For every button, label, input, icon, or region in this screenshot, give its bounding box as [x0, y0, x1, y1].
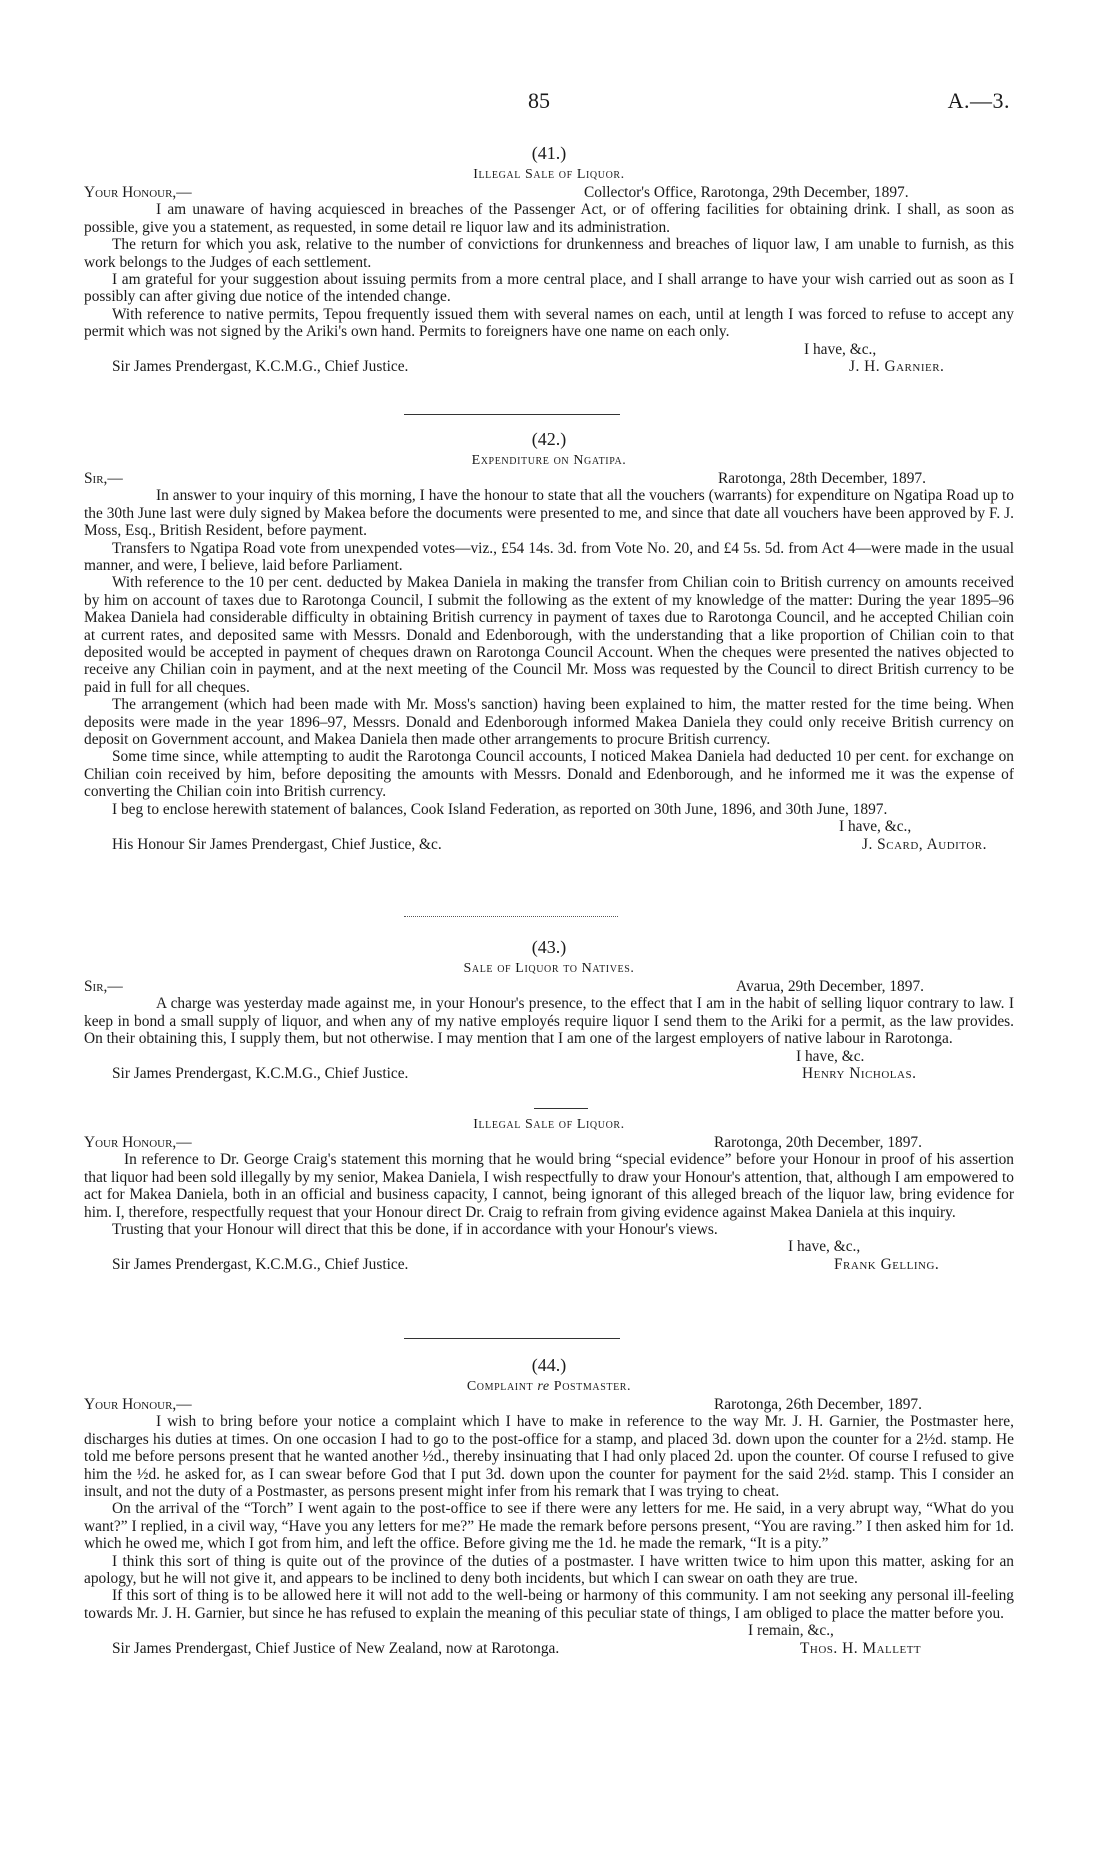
addressee-row — [84, 836, 1014, 853]
paragraph: Transfers to Ngatipa Road vote from unexpended votes—viz., £54 14s. 3d. from Vote No. 20, and £4 5s. 5d. from Act 4—were made in the usual manner, and were, I believe, laid before Parliament. — [84, 539, 1014, 575]
addressee: His Honour Sir James Prendergast, Chief Justice, &c. — [112, 835, 442, 853]
dateline: Avarua, 29th December, 1897. — [736, 978, 924, 995]
paragraph: The arrangement (which had been made with Mr. Moss's sanction) having been explained to him, the matter rested for the time being. When deposits were made in the year 1896–97, Messrs. Donald and Edenborough informed Makea Daniela they could only receive British currency on deposit on Government account, and Makea Daniela then made other arrangements to procure British currency. — [84, 696, 1014, 749]
signature: Frank Gelling. — [834, 1255, 940, 1273]
paragraph: I wish to bring before your notice a complaint which I have to make in reference to the way Mr. J. H. Garnier, the Postmaster here, discharges his duties at times. On one occasion I had to go to the post-office for a stamp, and placed 3d. down upon the counter for a 2½d. stamp. He told me before persons present that he wanted another ½d., thereby insinuating that I had only placed 2d. upon the counter. Of course I refused to give him the ½d. he asked for, as I can swear before God that I put 3d. down upon the counter for payment for the said 2½d. stamp. This I consider an insult, and not the duty of a Postmaster, as persons present might infer from his remark that I was trying to cheat. — [84, 1413, 1014, 1501]
title-text-end: Postmaster. — [549, 1379, 632, 1394]
addressee: Sir James Prendergast, Chief Justice of New Zealand, now at Rarotonga. — [112, 1639, 560, 1657]
paragraph: I beg to enclose herewith statement of balances, Cook Island Federation, as reported on 30th June, 1896, and 30th June, 1897. — [112, 800, 888, 818]
section-title: Sale of Liquor to Natives. — [463, 961, 635, 976]
section-number: (44.) — [531, 1355, 567, 1375]
closing: I remain, &c., — [748, 1622, 834, 1640]
paragraph: In answer to your inquiry of this morning, I have the honour to state that all the vouchers (warrants) for expenditure on Ngatipa Road up to the 30th June last were duly signed by Makea before the documents were presented to me, and since that date all vouchers have been approved by F. J. Moss, Esq., British Resident, before payment. — [84, 487, 1014, 540]
salutation-row — [84, 470, 1014, 487]
page-header — [0, 88, 1114, 122]
section-44 — [84, 1354, 1014, 1657]
paragraph: In reference to Dr. George Craig's statement this morning that he would bring “special evidence” before your Honour in proof of his assertion that liquor had been sold illegally by my senior, Makea Daniela, I wish respectfully to draw your Honour's attention, that, although I am empowered to act for Makea Daniela, both in an official and business capacity, I cannot, being ignorant of this alleged breach of the liquor law, bring evidence for him. I, therefore, respectfully request that your Honour direct Dr. Craig to refrain from giving evidence against Makea Daniela at this inquiry. — [84, 1151, 1014, 1221]
salutation-row — [84, 1134, 1014, 1151]
salutation: Your Honour,— — [84, 1134, 192, 1151]
addressee: Sir James Prendergast, K.C.M.G., Chief Justice. — [112, 1255, 409, 1273]
salutation: Sir,— — [84, 978, 123, 995]
section-title: Expenditure on Ngatipa. — [471, 453, 627, 468]
salutation-row — [84, 978, 1014, 995]
salutation: Your Honour,— — [84, 184, 192, 201]
section-number: (41.) — [531, 143, 567, 163]
dateline: Collector's Office, Rarotonga, 29th December, 1897. — [584, 184, 909, 201]
addressee-row — [84, 1065, 1014, 1082]
signature: J. H. Garnier. — [849, 358, 945, 376]
paragraph: I think this sort of thing is quite out of the province of the duties of a postmaster. I have written twice to him upon this matter, asking for an apology, but he will not give it, and appears to be inclined to deny both incidents, but which I can swear on oath they are true. — [84, 1552, 1014, 1588]
dateline: Rarotonga, 28th December, 1897. — [718, 470, 926, 487]
paragraph: I am unaware of having acquiesced in breaches of the Passenger Act, or of offering facilities for obtaining drink. I shall, as soon as possible, give you a statement, as requested, in some detail re liquor law and its administration. — [84, 201, 1014, 236]
paragraph: With reference to the 10 per cent. deducted by Makea Daniela in making the transfer from Chilian coin to British currency on amounts received by him on account of taxes due to Rarotonga Council, I submit the following as the extent of my knowledge of the matter: During the year 1895–96 Makea Daniela had considerable difficulty in obtaining British currency in payment of taxes due to Rarotonga Council, and he accepted Chilian coin at current rates, and deposited same with Messrs. Donald and Edenborough, with the understanding that a like proportion of Chilian coin to that deposited would be accepted in payment of cheques drawn on Rarotonga Council Account. When the cheques were presented the natives objected to receive any Chilian coin in payment, and at the next meeting of the Council Mr. Moss was requested by the Council to direct British currency to be paid in full for all cheques. — [84, 574, 1014, 696]
closing-row — [84, 341, 1014, 358]
title-text: Complaint — [466, 1379, 538, 1394]
paragraph: Trusting that your Honour will direct that this be done, if in accordance with your Honour's views. — [112, 1221, 718, 1239]
divider — [404, 414, 620, 415]
dateline: Rarotonga, 26th December, 1897. — [714, 1396, 922, 1413]
divider — [404, 916, 618, 917]
section-number: (42.) — [531, 429, 567, 449]
page-number: 85 — [528, 88, 550, 113]
closing: I have, &c., — [839, 818, 912, 836]
section-43-illegal-sale — [84, 1114, 1014, 1273]
addressee: Sir James Prendergast, K.C.M.G., Chief Justice. — [112, 358, 409, 376]
divider — [404, 1338, 620, 1339]
section-number: (43.) — [531, 937, 567, 957]
document-code: A.—3. — [947, 88, 1010, 113]
section-43 — [84, 936, 1014, 1082]
signature: Henry Nicholas. — [802, 1065, 917, 1082]
addressee: Sir James Prendergast, K.C.M.G., Chief Justice. — [112, 1065, 409, 1082]
section-41 — [84, 142, 1014, 375]
divider — [534, 1108, 588, 1109]
addressee-row — [84, 1256, 1014, 1273]
section-title — [84, 1378, 1014, 1396]
salutation: Your Honour,— — [84, 1396, 192, 1413]
paragraph: If this sort of thing is to be allowed here it will not add to the well-being or harmony of this community. I am not seeking any personal ill-feeling towards Mr. J. H. Garnier, but since he has refused to explain the meaning of this peculiar state of things, I am obliged to place the matter before you. — [84, 1587, 1014, 1622]
paragraph: On the arrival of the “Torch” I went again to the post-office to see if there were any letters for me. He said, in a very abrupt way, “What do you want?” I replied, in a civil way, “Have you any letters for me?” He made the remark before persons present, “You are raving.” I then asked him for 1d. which he owed me, which I got from him, and left the office. Before giving me the 1d. he made the remark, “It is a pity.” — [84, 1500, 1014, 1553]
salutation-row — [84, 184, 1014, 201]
signature: Thos. H. Mallett — [800, 1639, 922, 1657]
closing: I have, &c. — [796, 1047, 865, 1065]
closing-row — [84, 1238, 1014, 1255]
paragraph: A charge was yesterday made against me, in your Honour's presence, to the effect that I am in the habit of selling liquor contrary to law. I keep in bond a small supply of liquor, and when any of my native employés require liquor I send them to the Ariki for a permit, as the law provides. On their obtaining this, I supply them, but not otherwise. I may mention that I am one of the largest employers of native labour in Rarotonga. — [84, 995, 1014, 1048]
salutation-row — [84, 1396, 1014, 1413]
paragraph: Some time since, while attempting to audit the Rarotonga Council accounts, I noticed Makea Daniela had deducted 10 per cent. for exchange on Chilian coin received by him, before depositing the amounts with Messrs. Donald and Edenborough, and he informed me it was the expense of converting the Chilian coin into British currency. — [84, 748, 1014, 801]
paragraph: The return for which you ask, relative to the number of convictions for drunkenness and breaches of liquor law, I am unable to furnish, as this work belongs to the Judges of each settlement. — [84, 236, 1014, 271]
closing-row — [84, 1048, 1014, 1065]
closing: I have, &c., — [804, 340, 877, 358]
addressee-row — [84, 358, 1014, 375]
dateline: Rarotonga, 20th December, 1897. — [714, 1134, 922, 1151]
closing: I have, &c., — [788, 1238, 861, 1256]
section-42 — [84, 428, 1014, 853]
signature: J. Scard, Auditor. — [862, 835, 987, 853]
section-title: Illegal Sale of Liquor. — [473, 167, 625, 182]
paragraph: With reference to native permits, Tepou frequently issued them with several names on each, until at length I was forced to refuse to accept any permit which was not signed by the Ariki's own hand. Permits to foreigners have one name on each only. — [84, 305, 1014, 341]
salutation: Sir,— — [84, 470, 123, 487]
paragraph: I am grateful for your suggestion about issuing permits from a more central place, and I shall arrange to have your wish carried out as soon as I possibly can after giving due notice of the intended change. — [84, 271, 1014, 306]
closing-row — [84, 1622, 1014, 1639]
section-title: Illegal Sale of Liquor. — [473, 1117, 625, 1132]
addressee-row — [84, 1640, 1014, 1657]
closing-row — [84, 818, 1014, 835]
title-re: re — [537, 1379, 550, 1394]
